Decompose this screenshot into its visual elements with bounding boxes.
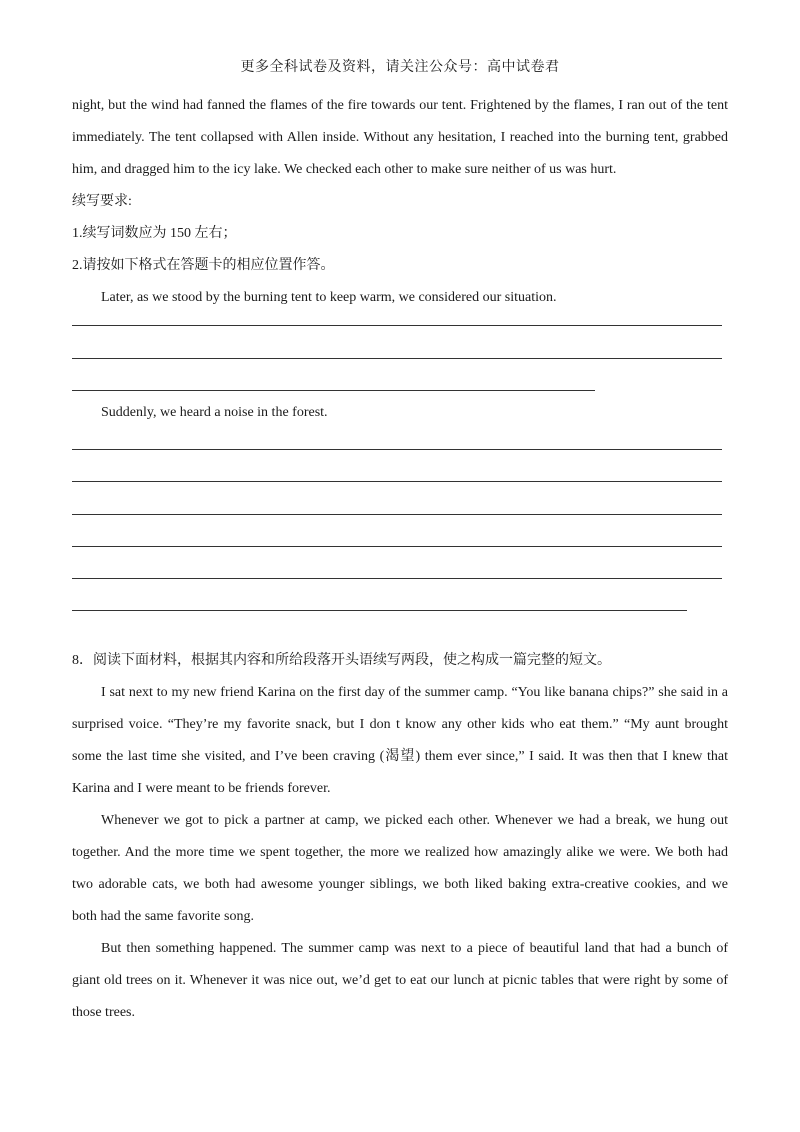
requirements-title: 续写要求: bbox=[72, 194, 132, 209]
text-line: surprised voice. “They’re my favorite snack, but I don t know any other kids who eat them.” “My aunt brought bbox=[72, 717, 728, 732]
page-header: 更多全科试卷及资料，请关注公众号：高中试卷君 bbox=[240, 60, 560, 75]
text-line: those trees. bbox=[72, 1005, 135, 1020]
answer-line[interactable] bbox=[72, 449, 722, 450]
question-8 bbox=[72, 645, 728, 1029]
text-line: two adorable cats, we both had awesome younger siblings, we both liked baking extra-creative cookies, and we bbox=[72, 877, 728, 892]
text-line: some the last time she visited, and I’ve been craving (渴望) them ever since,” I said. It was then that I knew that bbox=[72, 749, 728, 764]
text-line: But then something happened. The summer camp was next to a piece of beautiful land that had a bunch of bbox=[101, 941, 728, 956]
text-line: Whenever we got to pick a partner at camp, we picked each other. Whenever we had a break, we hung out bbox=[101, 813, 728, 828]
text-line: both had the same favorite song. bbox=[72, 909, 254, 924]
text-line: giant old trees on it. Whenever it was nice out, we’d get to eat our lunch at picnic tables that were right by some of bbox=[72, 973, 728, 988]
text-line: I sat next to my new friend Karina on the first day of the summer camp. “You like banana chips?” she said in a bbox=[101, 685, 728, 700]
writing-prompt: Suddenly, we heard a noise in the forest. bbox=[101, 405, 328, 420]
answer-line[interactable] bbox=[72, 546, 722, 547]
answer-line[interactable] bbox=[72, 325, 722, 326]
text-line: immediately. The tent collapsed with Allen inside. Without any hesitation, I reached into the burning tent, grabbed bbox=[72, 130, 728, 145]
text-line: night, but the wind had fanned the flames of the fire towards our tent. Frightened by the flames, I ran out of the tent bbox=[72, 98, 728, 113]
requirement-item: 2.请按如下格式在答题卡的相应位置作答。 bbox=[72, 258, 335, 273]
answer-line[interactable] bbox=[72, 578, 722, 579]
text-line: together. And the more time we spent together, the more we realized how amazingly alike we were. We both had bbox=[72, 845, 728, 860]
requirement-item: 1.续写词数应为 150 左右； bbox=[72, 226, 237, 241]
prompt-2-block bbox=[72, 397, 728, 429]
answer-line[interactable] bbox=[72, 390, 595, 391]
text-line: Karina and I were meant to be friends forever. bbox=[72, 781, 331, 796]
text-line: him, and dragged him to the icy lake. We checked each other to make sure neither of us was hurt. bbox=[72, 162, 617, 177]
answer-line[interactable] bbox=[72, 481, 722, 482]
answer-line[interactable] bbox=[72, 610, 687, 611]
question-instruction: 8．阅读下面材料，根据其内容和所给段落开头语续写两段，使之构成一篇完整的短文。 bbox=[72, 653, 611, 668]
answer-line[interactable] bbox=[72, 514, 722, 515]
writing-prompt: Later, as we stood by the burning tent to keep warm, we considered our situation. bbox=[101, 290, 557, 305]
passage-continuation bbox=[72, 90, 728, 314]
answer-line[interactable] bbox=[72, 358, 722, 359]
